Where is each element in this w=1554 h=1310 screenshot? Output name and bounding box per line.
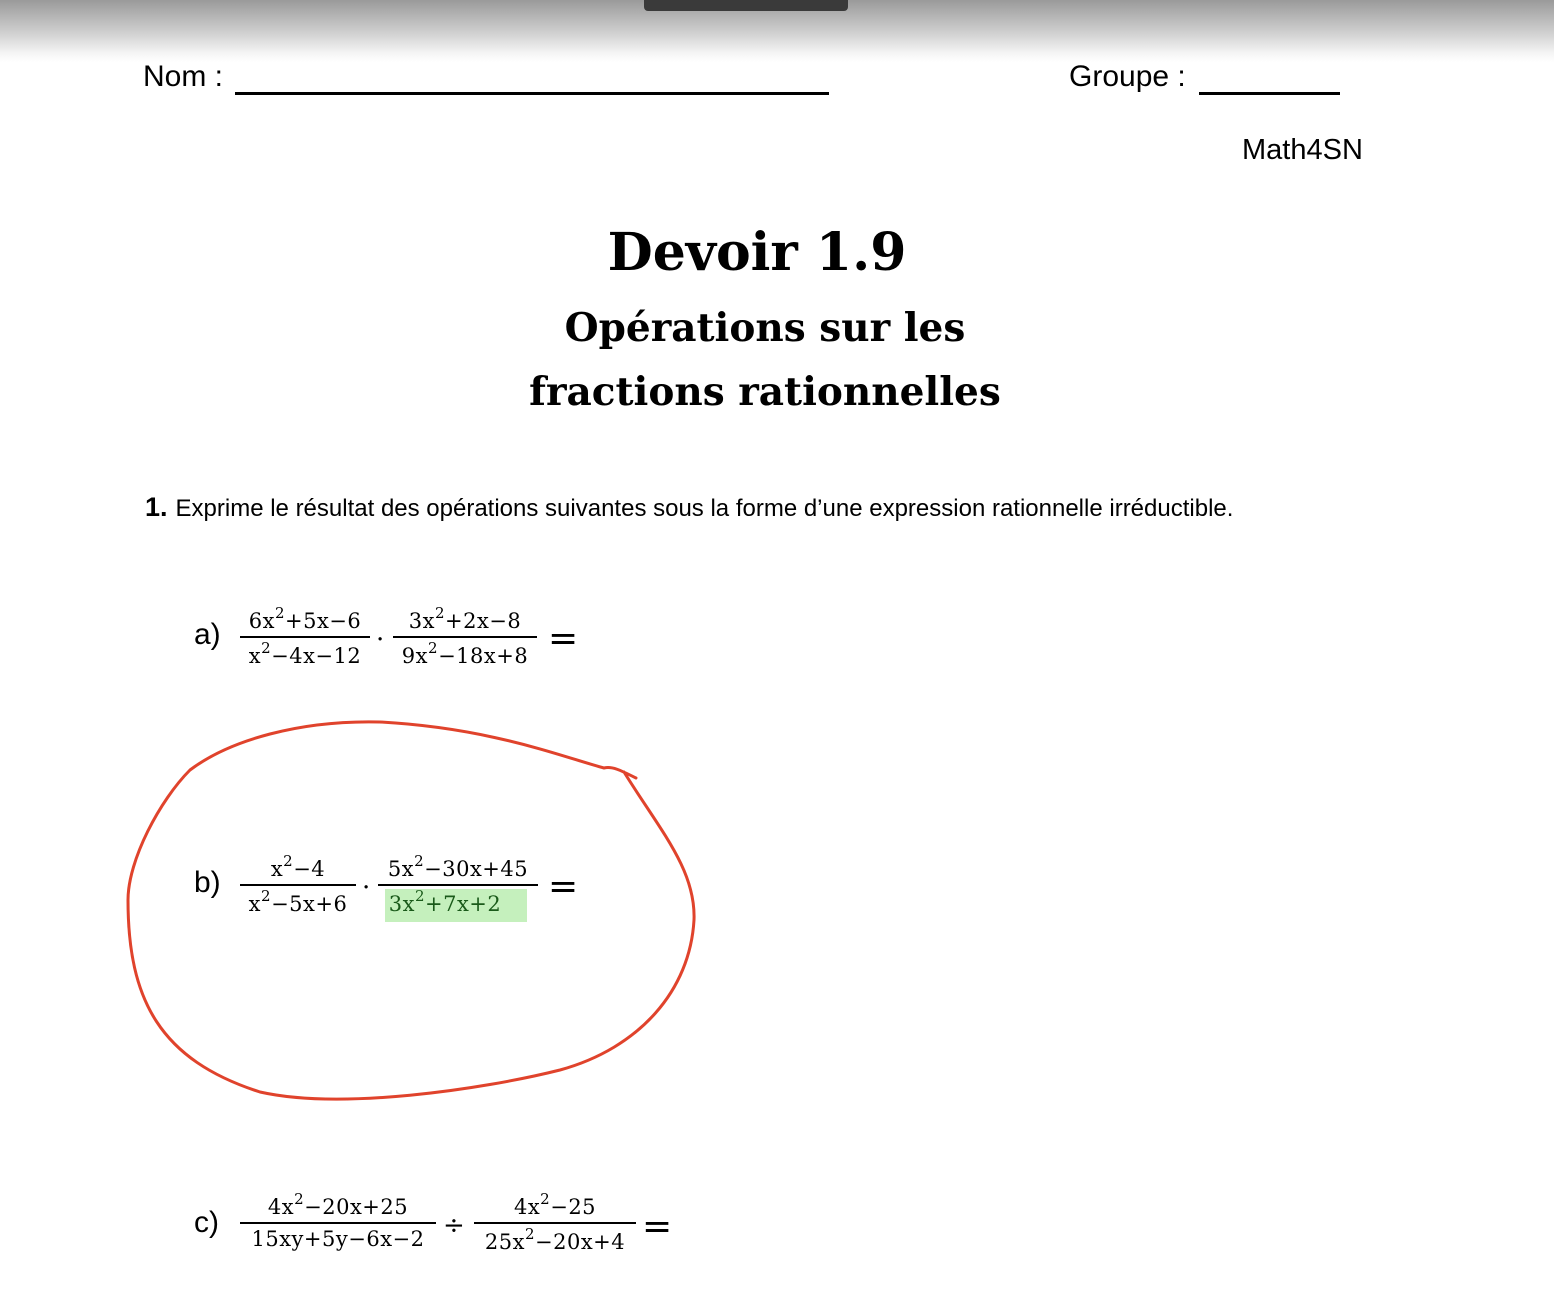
question-text: Exprime le résultat des opérations suivantes sous la forme d’une expression rationnelle irréductible. bbox=[175, 495, 1234, 522]
exercise-b-label: b) bbox=[194, 866, 221, 899]
fraction-numerator: $5x^2-30x+45$ bbox=[387, 852, 529, 881]
fraction-denominator: $25x^2-20x+4$ bbox=[484, 1225, 626, 1254]
fraction-numerator: $3x^2+2x-8$ bbox=[408, 604, 522, 633]
equals-sign: = bbox=[548, 618, 579, 659]
fraction-denominator: $x^2-5x+6$ bbox=[248, 887, 348, 916]
course-code: Math4SN bbox=[1242, 134, 1363, 166]
exercise-a-label: a) bbox=[194, 618, 221, 651]
fraction-denominator: 15xy+5y−6x−2 bbox=[251, 1227, 425, 1251]
highlighted-denominator: $3x^2+7x+2$ bbox=[385, 889, 528, 922]
hand-drawn-circle-stroke bbox=[128, 722, 694, 1099]
divide-operator: ÷ bbox=[443, 1211, 465, 1241]
exercise-c-label: c) bbox=[194, 1206, 219, 1239]
multiply-operator: · bbox=[362, 873, 371, 903]
equals-sign: = bbox=[548, 866, 579, 907]
subtitle-line-1: Opérations sur les bbox=[564, 305, 966, 351]
fraction-numerator: $4x^2-25$ bbox=[513, 1190, 597, 1219]
fraction-numerator: $6x^2+5x-6$ bbox=[248, 604, 362, 633]
name-label: Nom : bbox=[143, 60, 224, 93]
fraction-numerator: $x^2-4$ bbox=[270, 852, 326, 881]
multiply-operator: · bbox=[376, 625, 385, 655]
question-number: 1. bbox=[145, 492, 168, 522]
fraction-numerator: $4x^2-20x+25$ bbox=[267, 1190, 409, 1219]
fraction-denominator: $9x^2-18x+8$ bbox=[401, 639, 529, 668]
subtitle-line-2: fractions rationnelles bbox=[529, 369, 1001, 415]
equals-sign: = bbox=[642, 1206, 673, 1247]
page-title: Devoir 1.9 bbox=[607, 222, 907, 283]
fraction-denominator: $x^2-4x-12$ bbox=[248, 639, 362, 668]
group-label: Groupe : bbox=[1069, 60, 1186, 93]
